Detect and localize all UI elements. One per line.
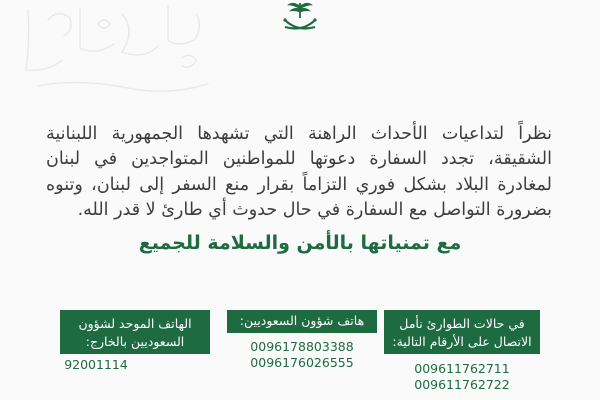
contact-number	[384, 361, 540, 393]
phone-number: 009611762722	[414, 377, 510, 392]
contact-number	[227, 339, 377, 371]
closing-wishes: مع تمنياتها بالأمن والسلامة للجميع	[138, 232, 462, 254]
phone-number: 0096178803388	[250, 339, 354, 354]
palm-and-crossed-swords-icon	[279, 0, 321, 34]
contact-label: في حالات الطوارئ نأمل الاتصال على الأرقام التالية:	[384, 310, 540, 354]
announcement-text: نظراً لتداعيات الأحداث الراهنة التي تشهدها الجمهورية اللبنانية الشقيقة، تجدد السفارة دعوتها للمواطنين المتواجدين في لبنان لمغادرة البلاد بشكل فوري التزاماً بقرار منع السفر إلى لبنان، وتنوه بضرورة التواصل مع السفارة في حال حدوث أي طارئ لا قدر الله.	[46, 123, 552, 220]
phone-number: 0096176026555	[250, 355, 354, 370]
contact-label: الهاتف الموحد لشؤون السعوديين بالخارج:	[60, 310, 210, 354]
contact-label: هاتف شؤون السعوديين:	[227, 310, 377, 333]
contact-number: 92001114	[64, 357, 128, 372]
calligraphy-watermark	[18, 0, 218, 100]
phone-number: 009611762711	[414, 361, 510, 376]
